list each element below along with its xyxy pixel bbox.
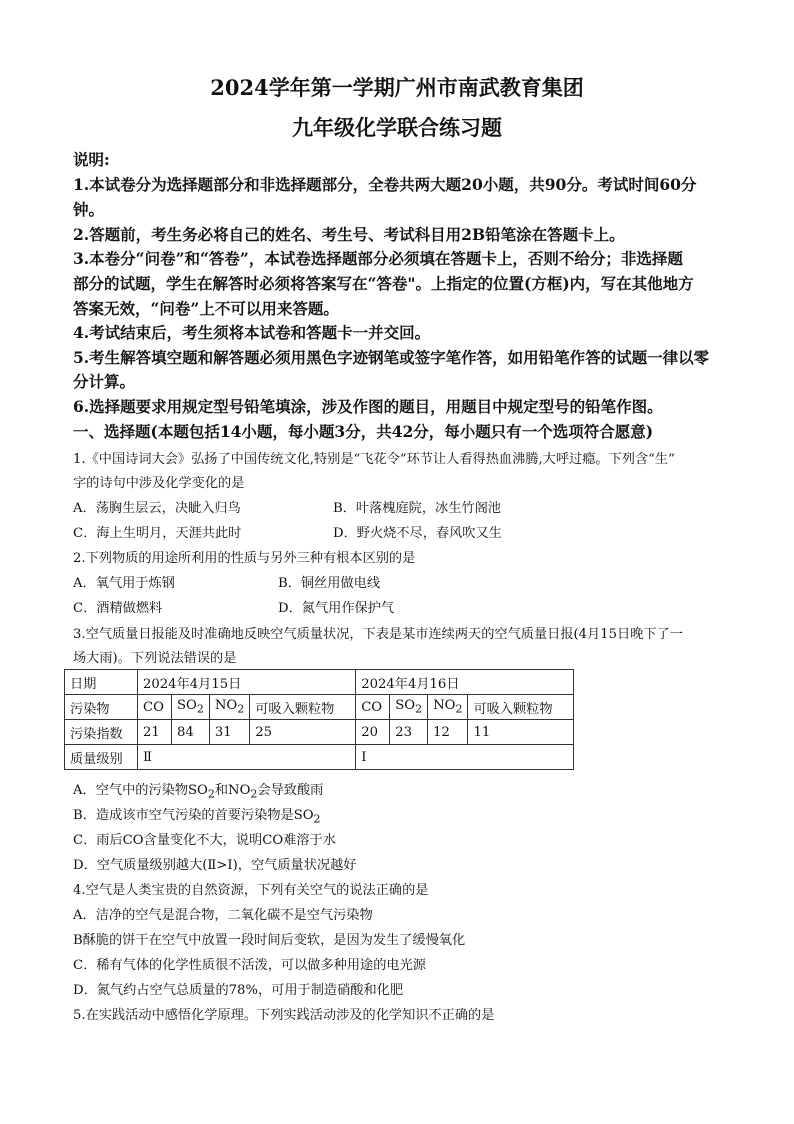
subscript: 2 [237,702,245,716]
instruction-1a: 1.本试卷分为选择题部分和非选择题部分，全卷共两大题20小题，共90分。考试时间60分 [73,175,697,194]
q3-option-c: C．雨后CO含量变化不大，说明CO难溶于水 [73,833,336,848]
pollutant-pm-cell: 可吸入颗粒物 [250,695,356,720]
exam-subtitle: 九年级化学联合练习题 [292,115,502,140]
instruction-3b: 部分的试题，学生在解答时必须将答案写在“答卷"。上指定的位置(方框)内，写在其他地方 [73,274,694,293]
q2-option-c: C．酒精做燃料 [73,601,163,616]
table-cell: 23 [390,720,428,745]
table-cell: 11 [468,720,574,745]
date1-cell: 2024年4月15日 [138,670,356,695]
subscript: 2 [455,702,463,716]
q3-option-b [73,804,723,826]
subscript: 2 [313,812,321,826]
q3-b-pre: B．造成该市空气污染的首要污染物是SO [73,808,314,823]
q3-a-mid: 和NO [214,783,251,798]
pollutant-so2-cell [390,695,428,720]
q4-option-c: C．稀有气体的化学性质很不活泼，可以做多种用途的电光源 [73,958,426,973]
q2-option-d: D．氮气用作保护气 [278,601,395,616]
q3-stem-a: 3.空气质量日报能及时准确地反映空气质量状况，下表是某市连续两天的空气质量日报(4月15日晚下了一 [73,627,683,642]
q3-option-a [73,779,723,801]
level1-cell: Ⅱ [138,745,356,770]
index-label-cell: 污染指数 [65,720,138,745]
pollutant-so2-cell [172,695,210,720]
so-text: SO [395,698,416,714]
q1-option-d: D．野火烧不尽，春风吹又生 [333,526,502,541]
table-row [65,720,574,745]
instructions-heading: 说明: [73,150,110,169]
level2-cell: Ⅰ [356,745,574,770]
q3-a-post: 会导致酸雨 [257,783,324,798]
q1-option-a: A．荡胸生层云，决眦入归鸟 [73,501,241,516]
q4-option-d: D．氮气约占空气总质量的78%，可用于制造硝酸和化肥 [73,983,404,998]
pollutant-co-cell: CO [356,695,390,720]
pollutant-no2-cell [209,695,249,720]
q4-option-a: A．洁净的空气是混合物，二氧化碳不是空气污染物 [73,908,373,923]
subscript: 2 [207,787,215,801]
table-cell: 21 [138,720,172,745]
q4-option-b: B酥脆的饼干在空气中放置一段时间后变软，是因为发生了缓慢氧化 [73,933,466,948]
table-cell: 12 [428,720,468,745]
table-row [65,670,574,695]
q3-option-d: D．空气质量级别越大(Ⅱ>Ⅰ)，空气质量状况越好 [73,858,357,873]
no-text: NO [214,698,238,714]
date-label-cell: 日期 [65,670,138,695]
instruction-2: 2.答题前，考生务必将自己的姓名、考生号、考试科目用2B铅笔涂在答题卡上。 [73,225,625,244]
table-cell: 84 [172,720,210,745]
instruction-6: 6.选择题要求用规定型号铅笔填涂，涉及作图的题目，用题目中规定型号的铅笔作图。 [73,397,663,416]
instruction-4: 4.考试结束后，考生须将本试卷和答题卡一并交回。 [73,323,431,342]
q2-option-b: B．铜丝用做电线 [278,576,381,591]
instruction-3c: 答案无效，“问卷”上不可以用来答题。 [73,299,339,318]
table-row [65,695,574,720]
so-text: SO [177,698,197,714]
table-cell: 31 [209,720,249,745]
exam-title: 2024学年第一学期广州市南武教育集团 [210,75,584,100]
table-row [65,745,574,770]
q2-stem: 2.下列物质的用途所利用的性质与另外三种有根本区别的是 [73,551,416,566]
date2-cell: 2024年4月16日 [356,670,574,695]
level-label-cell: 质量级别 [65,745,138,770]
q4-stem: 4.空气是人类宝贵的自然资源，下列有关空气的说法正确的是 [73,883,429,898]
q3-a-pre: A．空气中的污染物SO [73,783,208,798]
no-text: NO [433,698,456,714]
q1-stem-a: 1.《中国诗词大会》弘扬了中国传统文化,特别是“飞花令”环节让人看得热血沸腾,大呼过瘾。下列含“生” [73,452,675,467]
instruction-1b: 钟。 [73,200,105,219]
q1-option-b: B．叶落槐庭院，冰生竹阁池 [333,501,501,516]
section-heading: 一、选择题(本题包括14小题，每小题3分，共42分，每小题只有一个选项符合愿意) [73,422,654,441]
subscript: 2 [196,702,204,716]
pollutant-pm-cell: 可吸入颗粒物 [468,695,574,720]
q5-stem: 5.在实践活动中感悟化学原理。下列实践活动涉及的化学知识不正确的是 [73,1008,495,1023]
q2-option-a: A．氧气用于炼钢 [73,576,175,591]
air-quality-table [64,669,574,770]
instruction-5b: 分计算。 [73,372,136,391]
table-cell: 25 [250,720,356,745]
pollutant-co-cell: CO [138,695,172,720]
instruction-5a: 5.考生解答填空题和解答题必须用黑色字迹钢笔或签字笔作答，如用铅笔作答的试题一律以零 [73,348,710,367]
pollutant-label-cell: 污染物 [65,695,138,720]
instruction-3a: 3.本卷分“问卷”和“答卷”，本试卷选择题部分必须填在答题卡上，否则不给分；非选择题 [73,249,683,268]
subscript: 2 [415,702,423,716]
pollutant-no2-cell [428,695,468,720]
q3-stem-b: 场大雨)。下列说法错误的是 [73,651,237,666]
q1-stem-b: 字的诗句中涉及化学变化的是 [73,476,245,491]
subscript: 2 [250,787,258,801]
table-cell: 20 [356,720,390,745]
q1-option-c: C．海上生明月，天涯共此时 [73,526,242,541]
